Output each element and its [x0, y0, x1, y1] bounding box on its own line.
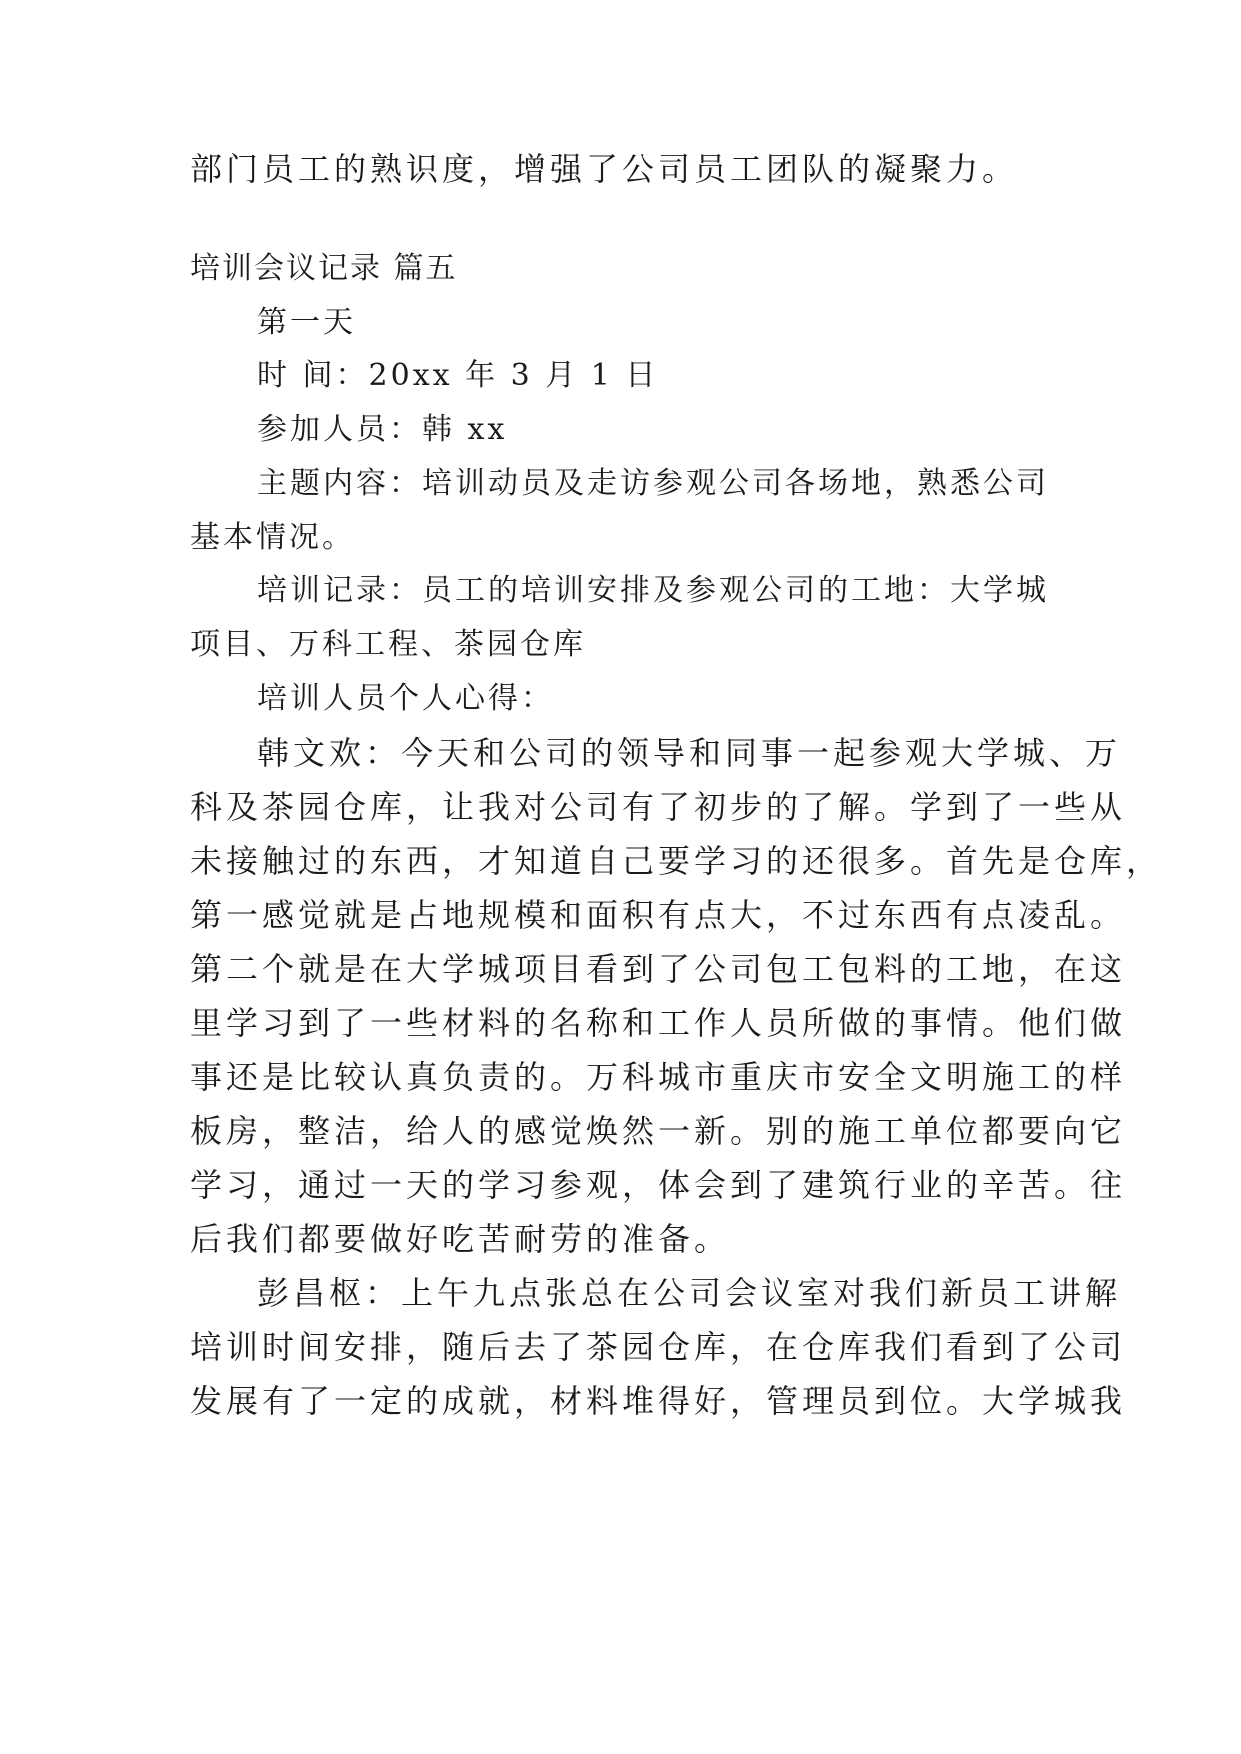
topic-line: 基本情况。 — [190, 520, 355, 555]
han-paragraph-line: 未接触过的东西，才知道自己要学习的还很多。首先是仓库， — [190, 842, 1163, 880]
han-paragraph-line: 学习，通过一天的学习参观，体会到了建筑行业的辛苦。往 — [190, 1166, 1127, 1204]
han-paragraph-line: 里学习到了一些材料的名称和工作人员所做的事情。他们做 — [190, 1004, 1127, 1042]
intro-tail-text: 部门员工的熟识度，增强了公司员工团队的凝聚力。 — [190, 150, 1019, 188]
section-title: 培训会议记录 篇五 — [190, 251, 458, 286]
peng-paragraph-line: 彭昌枢：上午九点张总在公司会议室对我们新员工讲解 — [257, 1274, 1122, 1312]
han-paragraph-line: 后我们都要做好吃苦耐劳的准备。 — [190, 1220, 731, 1258]
han-paragraph-line: 第二个就是在大学城项目看到了公司包工包料的工地，在这 — [190, 950, 1127, 988]
han-paragraph-line: 板房，整洁，给人的感觉焕然一新。别的施工单位都要向它 — [190, 1112, 1127, 1150]
peng-paragraph-line: 培训时间安排，随后去了茶园仓库，在仓库我们看到了公司 — [190, 1328, 1127, 1366]
han-paragraph-line: 韩文欢：今天和公司的领导和同事一起参观大学城、万 — [257, 734, 1122, 772]
han-paragraph-line: 科及茶园仓库，让我对公司有了初步的了解。学到了一些从 — [190, 788, 1127, 826]
record-line: 培训记录：员工的培训安排及参观公司的工地：大学城 — [257, 573, 1049, 608]
han-paragraph-line: 第一感觉就是占地规模和面积有点大，不过东西有点凌乱。 — [190, 896, 1127, 934]
record-line: 项目、万科工程、茶园仓库 — [190, 627, 586, 662]
reflection-heading: 培训人员个人心得： — [257, 681, 554, 716]
peng-paragraph-line: 发展有了一定的成就，材料堆得好，管理员到位。大学城我 — [190, 1382, 1127, 1420]
topic-line: 主题内容：培训动员及走访参观公司各场地，熟悉公司 — [257, 466, 1049, 501]
participants-line: 参加人员：韩 xx — [257, 412, 508, 447]
time-line: 时 间：20xx 年 3 月 1 日 — [257, 358, 659, 393]
day-label: 第一天 — [257, 305, 356, 340]
han-paragraph-line: 事还是比较认真负责的。万科城市重庆市安全文明施工的样 — [190, 1058, 1127, 1096]
